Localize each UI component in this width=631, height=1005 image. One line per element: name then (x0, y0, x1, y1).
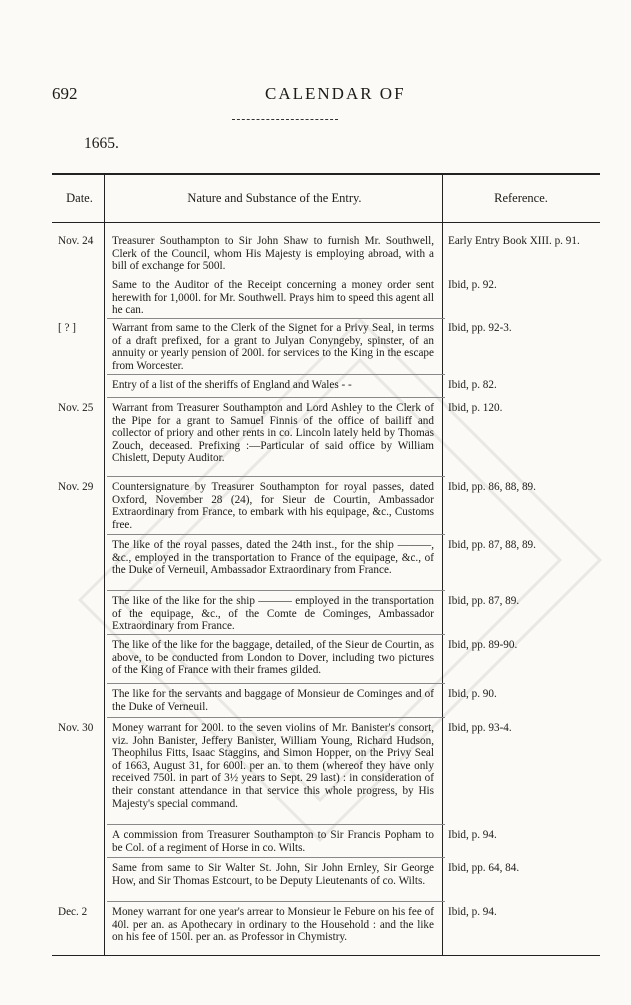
entry-text: Money warrant for 200l. to the seven violins of Mr. Banister's consort, viz. John Banister, Jeffery Banister, William Young, Richard Hudson, Theophilus Fitts, Isaac Staggins, and Simon Hopper, on the Privy Seal of 1663, August 31, for 600l. per an. to them (whereof they have only received 750l. in part of 3½ years to Sept. 29 last) : in consideration of their constant attendance in that service this whole progress, by His Majesty's special command. (112, 722, 434, 810)
entry-divider (107, 374, 445, 375)
entry-reference: Ibid, p. 120. (448, 402, 503, 414)
entry-reference: Ibid, p. 94. (448, 906, 497, 918)
entry-divider (107, 397, 445, 398)
page-title: CALENDAR OF (265, 84, 406, 103)
entry-divider (107, 634, 445, 635)
column-header-nature: Nature and Substance of the Entry. (187, 191, 362, 205)
entry-reference: Ibid, pp. 86, 88, 89. (448, 481, 536, 493)
entry-reference: Ibid, pp. 87, 88, 89. (448, 539, 536, 551)
entry-text: Same from same to Sir Walter St. John, Sir John Ernley, Sir George How, and Sir Thomas Estcourt, to be Deputy Lieutenants of co. Wilts. (112, 862, 434, 887)
entry-text: A commission from Treasurer Southampton to Sir Francis Popham to be Col. of a regiment of Horse in co. Wilts. (112, 829, 434, 854)
entry-text: Warrant from same to the Clerk of the Signet for a Privy Seal, in terms of a draft prefixed, for a grant to Julyan Conyngeby, spinster, of an annuity or yearly pension of 200l. for services to the King in the escape from Worcester. (112, 322, 434, 372)
entry-divider (107, 824, 445, 825)
entry-date: Nov. 29 (58, 481, 94, 493)
entry-text: Warrant from Treasurer Southampton and Lord Ashley to the Clerk of the Pipe for a grant to Samuel Finnis of the office of bailiff and collector of priory and other rents in co. Lincoln lately held by Thomas Zouch, deceased. Prefixing :—Particular of said office by William Chislett, Deputy Auditor. (112, 402, 434, 465)
entry-reference: Ibid, pp. 64, 84. (448, 862, 520, 874)
title-rule (232, 119, 338, 120)
entry-date: Dec. 2 (58, 906, 88, 918)
column-header-date: Date. (66, 191, 93, 205)
entry-reference: Ibid, pp. 93-4. (448, 722, 512, 734)
entry-reference: Ibid, p. 92. (448, 279, 497, 291)
entry-text: The like for the servants and baggage of Monsieur de Cominges and of the Duke of Verneuil. (112, 688, 434, 713)
entry-text: The like of the like for the baggage, detailed, of the Sieur de Courtin, as above, to be conducted from London to Dover, including two pictures of the King of France with their frames gilded. (112, 639, 434, 677)
entry-divider (107, 683, 445, 684)
entry-reference: Ibid, pp. 89-90. (448, 639, 518, 651)
entry-divider (107, 590, 445, 591)
entry-divider (107, 717, 445, 718)
entry-reference: Ibid, p. 94. (448, 829, 497, 841)
entry-reference: Ibid, pp. 87, 89. (448, 595, 520, 607)
entry-text: The like of the royal passes, dated the 24th inst., for the ship ———, &c., employed in the transportation to France of the equipage, &c., of the Duke of Verneuil, Ambassador Extraordinary from France. (112, 539, 434, 577)
entry-text: Same to the Auditor of the Receipt concerning a money order sent herewith for 1,000l. for Mr. Southwell. Prays him to speed this agent all he can. (112, 279, 434, 317)
entry-date: Nov. 25 (58, 402, 94, 414)
table-header (52, 175, 600, 223)
entry-text: Entry of a list of the sheriffs of England and Wales - - (112, 379, 352, 391)
entry-reference: Ibid, p. 90. (448, 688, 497, 700)
entry-reference: Early Entry Book XIII. p. 91. (448, 235, 580, 247)
entry-divider (107, 534, 445, 535)
column-header-reference: Reference. (494, 191, 548, 205)
entry-divider (107, 901, 445, 902)
entry-divider (107, 857, 445, 858)
column-divider (104, 173, 105, 955)
entry-text: The like of the like for the ship ——— employed in the transportation of the equipage, &c., of the Comte de Cominges, Ambassador Extraordinary from France. (112, 595, 434, 633)
column-divider (442, 173, 443, 955)
entry-divider (107, 318, 445, 319)
entry-reference: Ibid, pp. 92-3. (448, 322, 512, 334)
year-heading: 1665. (84, 135, 119, 152)
entry-reference: Ibid, p. 82. (448, 379, 497, 391)
calendar-table (52, 173, 600, 223)
entry-text: Countersignature by Treasurer Southampton for royal passes, dated Oxford, November 28 (24), for Sieur de Courtin, Ambassador Extraordinary from France, to embark with his equipage, &c., Customs free. (112, 481, 434, 531)
page-number: 692 (52, 84, 78, 103)
table-bottom-rule (52, 955, 600, 956)
entry-divider (107, 476, 445, 477)
entry-text: Money warrant for one year's arrear to Monsieur le Febure on his fee of 40l. per an. as Apothecary in ordinary to the Household : and the like on his fee of 150l. per an. as Professor in Chymistry. (112, 906, 434, 944)
entry-date: [ ? ] (58, 322, 77, 334)
entry-date: Nov. 24 (58, 235, 94, 247)
entry-text: Treasurer Southampton to Sir John Shaw to furnish Mr. Southwell, Clerk of the Council, whom His Majesty is employing abroad, with a bill of exchange for 500l. (112, 235, 434, 273)
entry-date: Nov. 30 (58, 722, 94, 734)
